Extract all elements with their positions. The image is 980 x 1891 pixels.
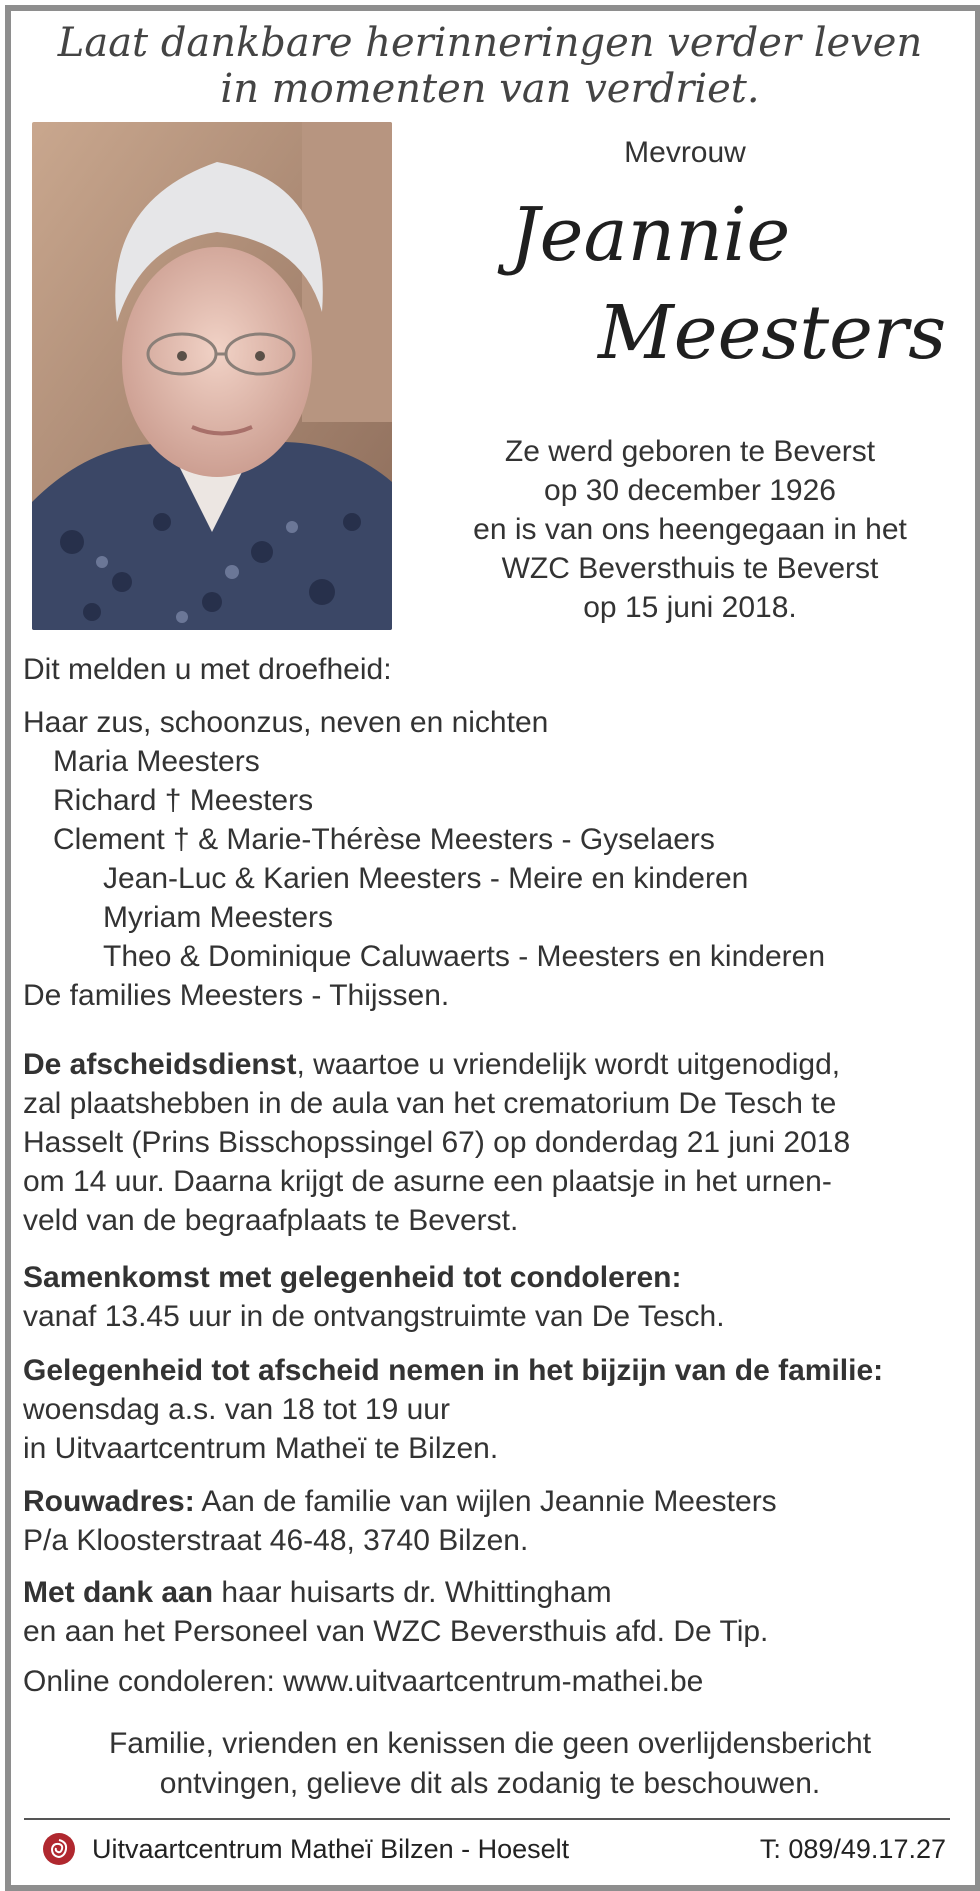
condolence-section: [23, 1258, 963, 1336]
online-condolence: [23, 1662, 963, 1701]
phone-number: T: 089/49.17.27: [759, 1834, 946, 1864]
motto-line: Laat dankbare herinneringen verder leven: [57, 20, 923, 66]
service-section: [23, 1045, 963, 1240]
address-text: P/a Kloosterstraat 46-48, 3740 Bilzen.: [23, 1524, 529, 1557]
bio-line: WZC Beversthuis te Beverst: [501, 552, 879, 585]
honorific: Mevrouw: [624, 136, 746, 169]
farewell-text: in Uitvaartcentrum Matheï te Bilzen.: [23, 1432, 499, 1465]
address-text: Aan de familie van wijlen Jeannie Meesters: [194, 1485, 777, 1518]
thanks-text: haar huisarts dr. Whittingham: [213, 1576, 612, 1609]
farewell-section: [23, 1351, 963, 1468]
bio-line: op 15 juni 2018.: [583, 591, 797, 624]
funeral-home-name: Uitvaartcentrum Matheï Bilzen - Hoeselt: [92, 1834, 570, 1864]
family-child: Theo & Dominique Caluwaerts - Meesters en kinderen: [103, 940, 826, 973]
family-member: Maria Meesters: [53, 745, 260, 778]
online-condolence-text: Online condoleren: www.uitvaartcentrum-mathei.be: [23, 1665, 704, 1698]
address-section: [23, 1482, 963, 1560]
thanks-label: Met dank aan: [23, 1576, 214, 1609]
first-name: Jeannie: [510, 192, 791, 278]
condolence-label: Samenkomst met gelegenheid tot condoleren:: [23, 1261, 682, 1294]
thanks-section: [23, 1573, 963, 1651]
footer-divider: [24, 1818, 950, 1820]
closing-line: Familie, vrienden en kenissen die geen overlijdensbericht: [108, 1727, 872, 1760]
portrait-photo: [32, 122, 392, 630]
bio-line: Ze werd geboren te Beverst: [504, 435, 876, 468]
closing-line: ontvingen, gelieve dit als zodanig te beschouwen.: [159, 1767, 821, 1800]
service-text: zal plaatshebben in de aula van het crematorium De Tesch te: [23, 1087, 837, 1120]
thanks-text: en aan het Personeel van WZC Beversthuis afd. De Tip.: [23, 1615, 769, 1648]
family-member: Clement † & Marie-Thérèse Meesters - Gyselaers: [53, 823, 715, 856]
announcement: [23, 650, 963, 689]
service-label: De afscheidsdienst: [23, 1048, 297, 1081]
biography: [430, 432, 950, 627]
service-text: , waartoe u vriendelijk wordt uitgenodigd,: [296, 1048, 841, 1081]
farewell-label: Gelegenheid tot afscheid nemen in het bijzijn van de familie:: [23, 1354, 884, 1387]
last-name: Meesters: [598, 290, 947, 376]
families-line: De families Meesters - Thijssen.: [23, 979, 450, 1012]
rose-logo-icon: [42, 1832, 76, 1866]
farewell-text: woensdag a.s. van 18 tot 19 uur: [23, 1393, 450, 1426]
closing-note: [0, 1724, 980, 1804]
family-list: [23, 703, 963, 1015]
announcement-text: Dit melden u met droefheid:: [23, 653, 392, 686]
bio-line: en is van ons heengegaan in het: [473, 513, 907, 546]
service-text: Hasselt (Prins Bisschopssingel 67) op donderdag 21 juni 2018: [23, 1126, 851, 1159]
motto: [0, 20, 980, 112]
family-intro: Haar zus, schoonzus, neven en nichten: [23, 706, 549, 739]
motto-line: in momenten van verdriet.: [220, 66, 760, 112]
service-text: veld van de begraafplaats te Beverst.: [23, 1204, 519, 1237]
address-label: Rouwadres:: [23, 1485, 195, 1518]
family-child: Myriam Meesters: [103, 901, 334, 934]
family-member: Richard † Meesters: [53, 784, 314, 817]
service-text: om 14 uur. Daarna krijgt de asurne een plaatsje in het urnen-: [23, 1165, 832, 1198]
condolence-text: vanaf 13.45 uur in de ontvangstruimte van De Tesch.: [23, 1300, 725, 1333]
family-child: Jean-Luc & Karien Meesters - Meire en kinderen: [103, 862, 749, 895]
bio-line: op 30 december 1926: [544, 474, 836, 507]
